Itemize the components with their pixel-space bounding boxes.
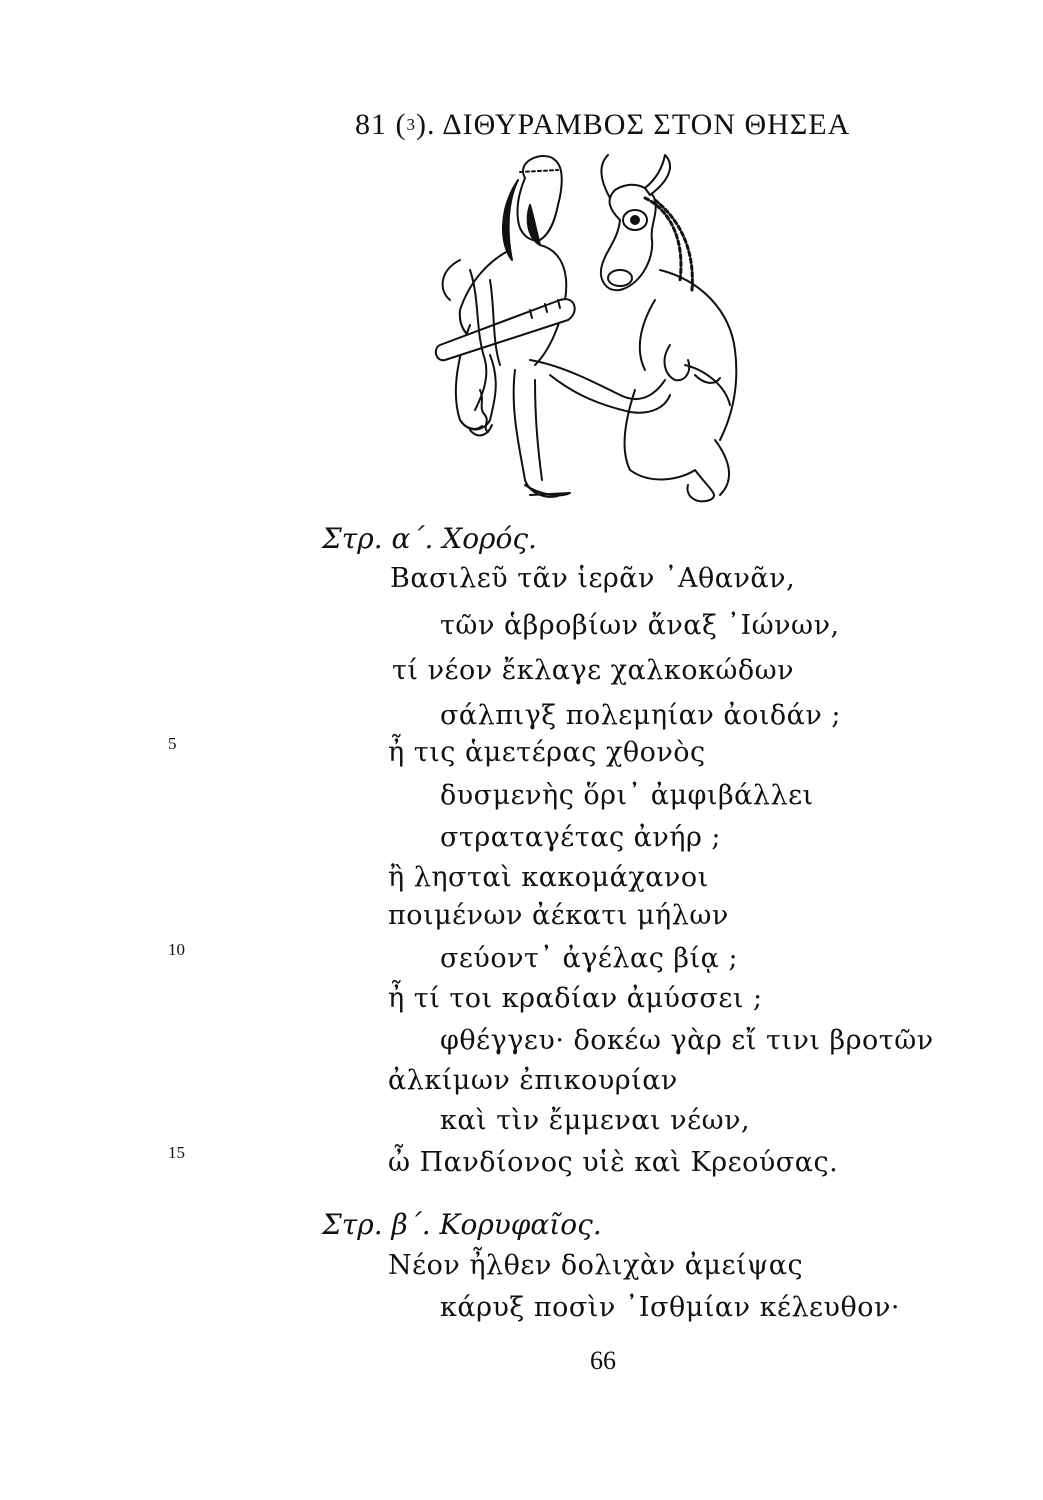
verse-line: ὦ Πανδίονος υἱὲ καὶ Κρεούσας. [388,1147,839,1178]
page-title [355,108,850,142]
verse-line: σεύοντ᾿ ἀγέλας βίᾳ ; [440,943,739,974]
strophe-b-heading: Στρ. β΄. Κορυφαῖος. [322,1208,602,1241]
title-text: ΔΙΘΥΡΑΜΒΟΣ ΣΤΟΝ ΘΗΣΕΑ [442,108,851,141]
strophe-a-heading: Στρ. α΄. Χορός. [322,522,537,555]
page-number: 66 [590,1346,616,1375]
verse-line: δυσμενὴς ὅρι᾿ ἀμφιβάλλει [440,780,814,811]
verse-line: φθέγγευ· δοκέω γὰρ εἴ τινι βροτῶν [440,1025,934,1056]
verse-line: ἀλκίμων ἐπικουρίαν [388,1065,678,1096]
verse-line: κάρυξ ποσὶν ᾿Ισθμίαν κέλευθον· [440,1292,900,1323]
verse-line: στραταγέτας ἀνήρ ; [440,822,722,853]
verse-line: Νέον ἦλθεν δολιχὰν ἀμείψας [388,1250,804,1281]
title-superscript: 3 [406,115,416,134]
line-number: 5 [168,734,177,753]
verse-line: ποιμένων ἀέκατι μήλων [388,900,729,931]
verse-line: Βασιλεῦ τᾶν ἱερᾶν ᾿Αθανᾶν, [390,563,796,594]
title-paren-open: ( [395,108,407,141]
verse-line: τί νέον ἔκλαγε χαλκοκώδων [392,655,795,686]
title-paren-close: ). [416,108,436,141]
verse-line: σάλπιγξ πολεμηίαν ἀοιδάν ; [440,700,841,731]
poem-number: 81 [355,108,387,141]
line-number: 10 [168,940,185,959]
line-number: 15 [168,1143,185,1162]
verse-line: καὶ τὶν ἔμμεναι νέων, [440,1105,751,1136]
verse-line: ἢ λησταὶ κακομάχανοι [388,862,709,893]
theseus-minotaur-drawing [430,150,760,515]
verse-line: τῶν ἁβροβίων ἄναξ ᾿Ιώνων, [440,610,840,641]
verse-line: ἦ τί τοι κραδίαν ἀμύσσει ; [388,983,763,1014]
verse-line: ἦ τις ἁμετέρας χθονὸς [388,737,706,768]
